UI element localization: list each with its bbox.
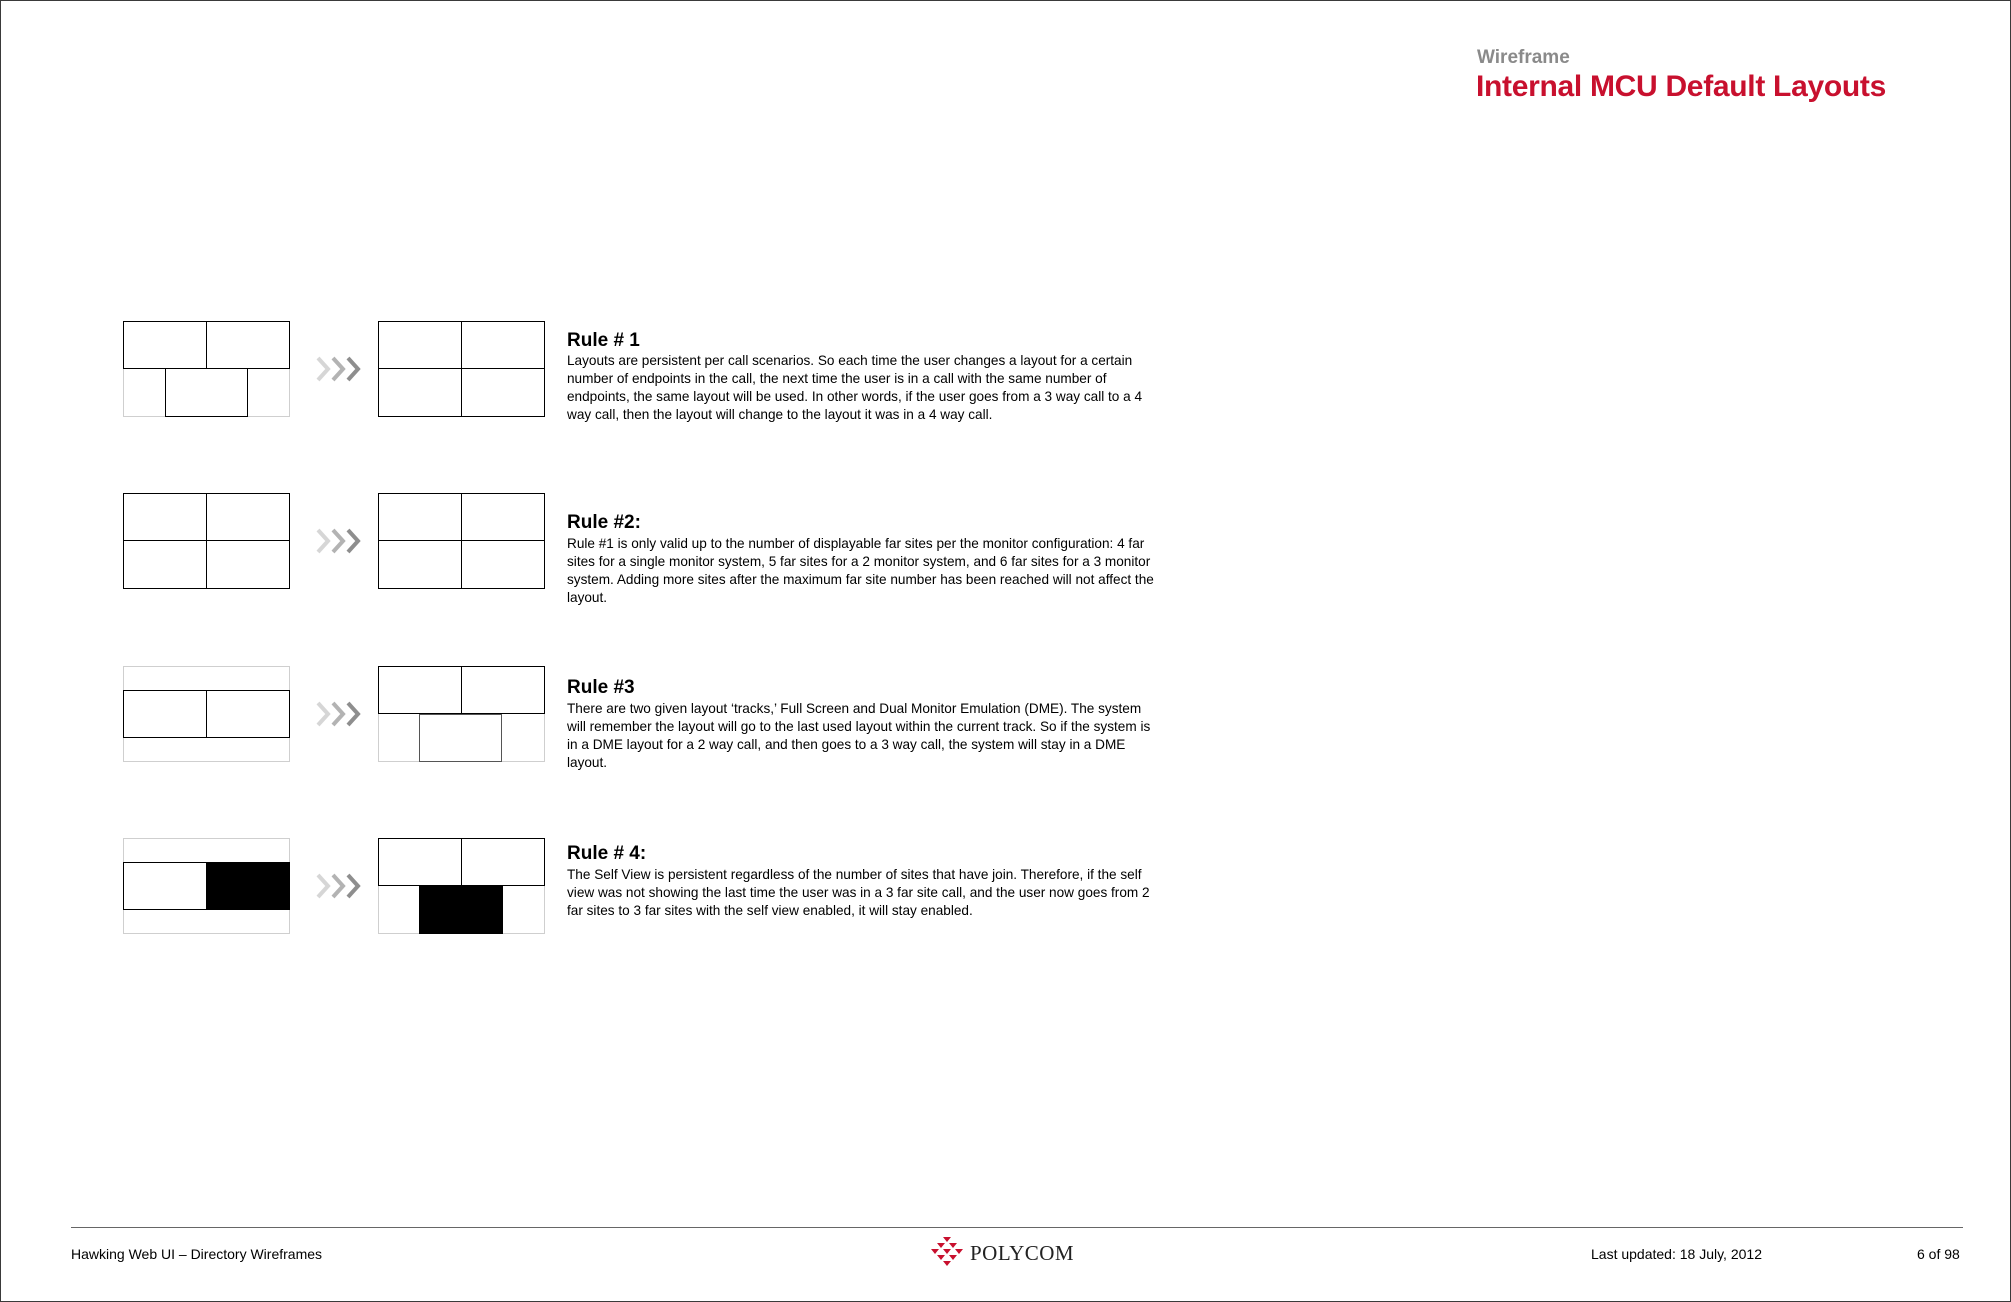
footer-divider [71,1227,1963,1228]
rule-title: Rule #3 [567,677,635,698]
site-tile [123,540,207,589]
page-number: 6 of 98 [1917,1246,1960,1262]
triple-chevron-right-icon [316,871,364,901]
site-tile [123,493,207,541]
site-tile [461,493,545,541]
site-tile [378,321,462,369]
rule-title: Rule # 1 [567,330,640,351]
site-tile [419,714,502,762]
site-tile [123,862,207,910]
rule-title: Rule #2: [567,512,641,533]
triple-chevron-right-icon [316,699,364,729]
page-subtitle: Wireframe [1477,47,1570,68]
document-name: Hawking Web UI – Directory Wireframes [71,1246,323,1262]
rule3-before-layout [123,666,290,762]
site-tile [206,321,290,369]
triple-chevron-right-icon [316,526,364,556]
site-tile [378,493,462,541]
site-tile [461,666,545,714]
rule1-after-layout [378,321,545,417]
rule-title: Rule # 4: [567,843,647,864]
rule1-before-layout [123,321,290,417]
site-tile [378,368,462,417]
polycom-logo-icon [930,1237,964,1269]
rule3-after-layout [378,666,545,762]
site-tile [461,838,545,886]
rule-body: The Self View is persistent regardless of the number of sites that have join. Therefore, if the self view was not showing the last time the user was in a 3 far site call, and the user now goes from 2 far sites to 3 far sites with the self view enabled, it will stay enabled. [567,867,1150,918]
site-tile [206,690,290,738]
last-updated: Last updated: 18 July, 2012 [1591,1246,1762,1262]
rule4-after-layout [378,838,545,934]
site-tile [378,838,462,886]
page-title: Internal MCU Default Layouts [1476,70,1886,103]
rule4-before-layout [123,838,290,934]
site-tile [461,321,545,369]
rule2-before-layout [123,493,290,589]
rule2-after-layout [378,493,545,589]
site-tile [378,666,462,714]
logo-text: POLYCOM [970,1240,1075,1265]
site-tile [123,690,207,738]
site-tile [206,540,290,589]
self-view-tile [206,862,290,910]
site-tile [461,540,545,589]
rule-body: Rule #1 is only valid up to the number of displayable far sites per the monitor configuration: 4 far sites for a single monitor system, 5 far sites for a 2 monitor system, and 6 far sites for a 3 monitor system. Adding more sites after the maximum far site number has been reached will not affect the layout. [567,536,1154,605]
rule-body: There are two given layout ‘tracks,’ Full Screen and Dual Monitor Emulation (DME). The system will remember the layout will go to the last used layout within the current track. So if the system is in a DME layout for a 2 way call, and then goes to a 3 way call, the system will stay in a DME layout. [567,701,1151,770]
triple-chevron-right-icon [316,354,364,384]
site-tile [378,540,462,589]
site-tile [123,321,207,369]
site-tile [165,368,248,417]
self-view-tile [419,885,503,934]
polycom-logo [930,1236,1074,1270]
site-tile [206,493,290,541]
rule-body: Layouts are persistent per call scenarios. So each time the user changes a layout for a certain number of endpoints in the call, the next time the user is in a call with the same number of endpoints, the same layout will be used. In other words, if the user goes from a 3 way call to a 4 way call, then the layout will change to the layout it was in a 4 way call. [567,353,1143,422]
site-tile [461,368,545,417]
